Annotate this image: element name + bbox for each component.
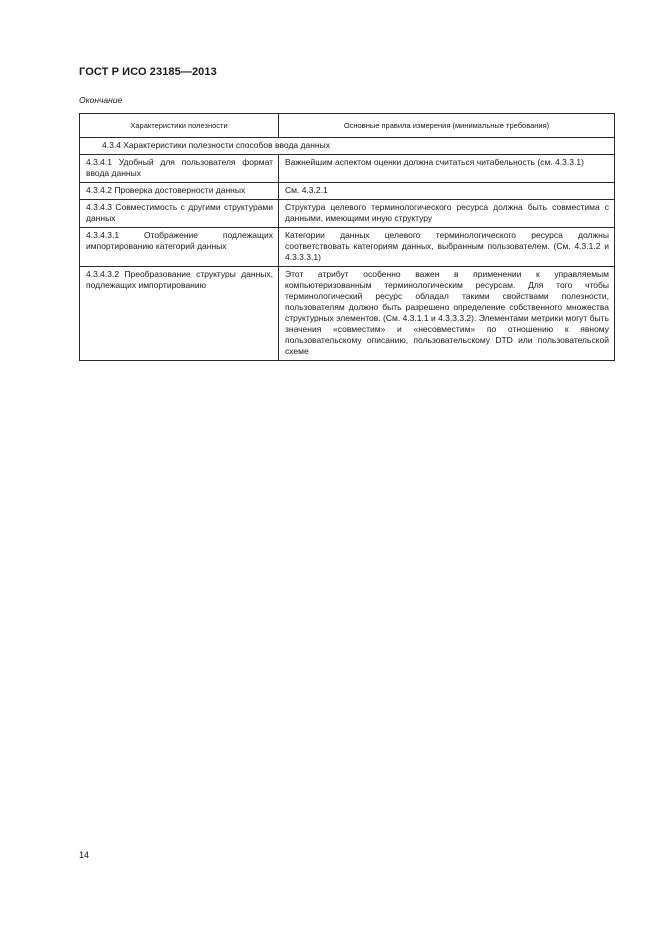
rule-cell: Важнейшим аспектом оценки должна считаться читабельность (см. 4.3.3.1) (279, 155, 615, 183)
rule-cell: Категории данных целевого терминологического ресурса должны соответствовать категориям данных, выбранным пользователем. (См. 4.3.1.2 и 4.3.3.3.1) (279, 228, 615, 267)
characteristic-cell: 4.3.4.3 Совместимость с другими структурами данных (80, 200, 279, 228)
rule-cell: Структура целевого терминологического ресурса должна быть совместима с данными, имеющими иную структуру (279, 200, 615, 228)
table-row (80, 267, 615, 361)
page-number: 14 (79, 850, 90, 860)
section-title: 4.3.4 Характеристики полезности способов ввода данных (80, 138, 615, 155)
characteristic-cell: 4.3.4.3.2 Преобразование структуры данных, подлежащих импортированию (80, 267, 279, 361)
table-row (80, 155, 615, 183)
document-header: ГОСТ Р ИСО 23185—2013 (79, 66, 217, 78)
continuation-label: Окончание (79, 95, 123, 105)
table-row (80, 200, 615, 228)
usability-table (79, 113, 615, 361)
column-header: Характеристики полезности (80, 114, 279, 138)
column-header: Основные правила измерения (минимальные требования) (279, 114, 615, 138)
characteristic-cell: 4.3.4.1 Удобный для пользователя формат ввода данных (80, 155, 279, 183)
table-row (80, 183, 615, 200)
characteristic-cell: 4.3.4.3.1 Отображение подлежащих импортированию категорий данных (80, 228, 279, 267)
rule-cell: См. 4.3.2.1 (279, 183, 615, 200)
characteristic-cell: 4.3.4.2 Проверка достоверности данных (80, 183, 279, 200)
rule-cell: Этот атрибут особенно важен в применении к управляемым компьютеризованным терминологическим ресурсам. Для того чтобы терминологический ресурс обладал такими свойствами полезности, пользователям должно быть разрешено определение собственного множества структурных элементов. (См. 4.3.1.1 и 4.3.3.3.2). Элементами метрики могут быть значения «совместим» и «несовместим» по отношению к явному пользовательскому описанию, пользовательскому DTD или пользовательской схеме (279, 267, 615, 361)
table-row (80, 228, 615, 267)
table-header-row (80, 114, 615, 138)
section-row (80, 138, 615, 155)
